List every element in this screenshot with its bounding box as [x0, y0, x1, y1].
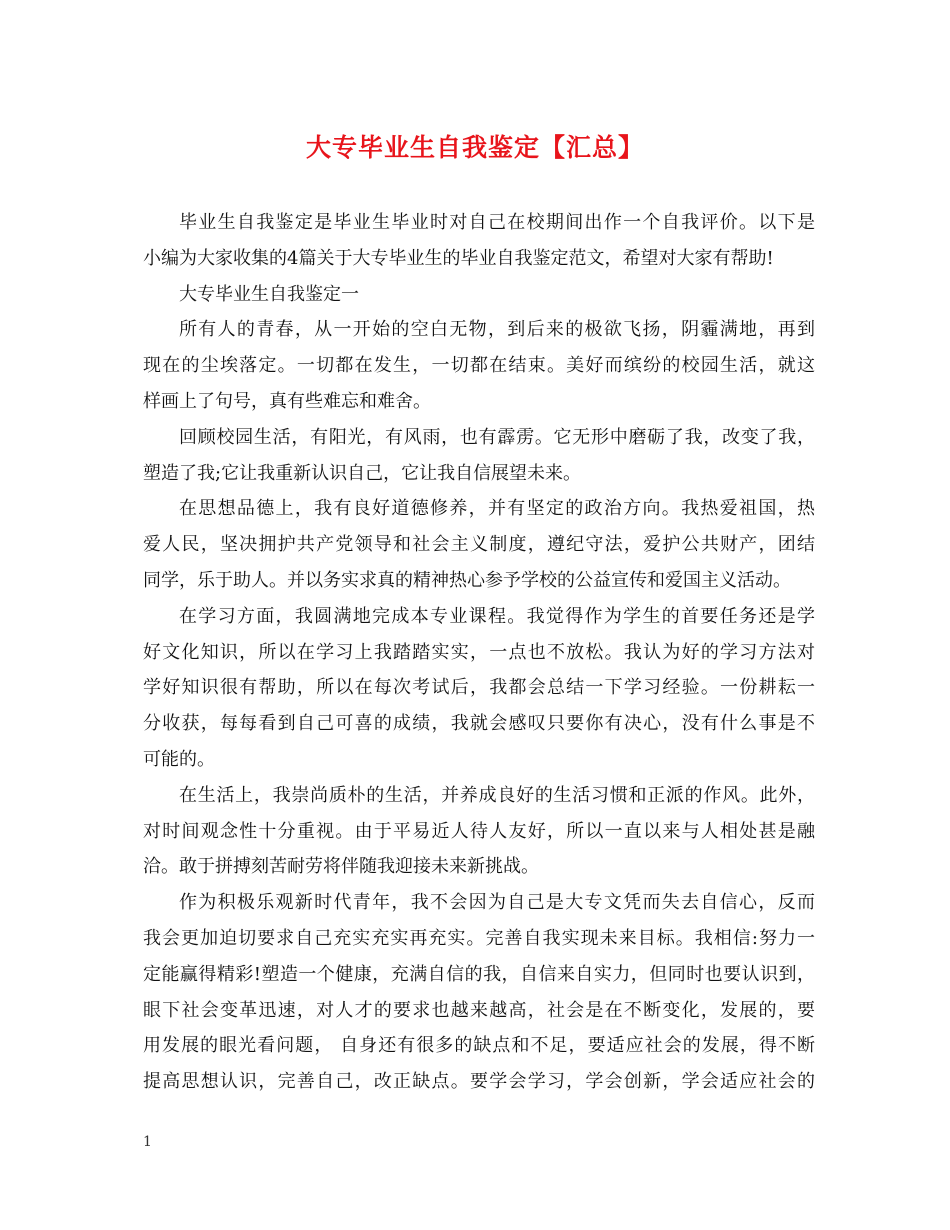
text-line: 好文化知识，所以在学习上我踏踏实实，一点也不放松。我认为好的学习方法对	[143, 641, 815, 663]
document-title: 大专毕业生自我鉴定【汇总】	[305, 133, 644, 162]
text-line: 爱人民，坚决拥护共产党领导和社会主义制度，遵纪守法，爱护公共财产，团结	[143, 534, 815, 556]
text-line: 用发展的眼光看问题， 自身还有很多的缺点和不足，要适应社会的发展，得不断	[143, 1035, 815, 1057]
text-line: 在思想品德上，我有良好道德修养，并有坚定的政治方向。我热爱祖国，热	[179, 498, 815, 520]
text-line: 塑造了我;它让我重新认识自己，它让我自信展望未来。	[143, 462, 582, 484]
text-line: 我会更加迫切要求自己充实充实再充实。完善自我实现未来目标。我相信:努力一	[143, 927, 815, 949]
text-line: 大专毕业生自我鉴定一	[179, 283, 359, 305]
text-line: 小编为大家收集的4篇关于大专毕业生的毕业自我鉴定范文，希望对大家有帮助!	[143, 247, 774, 269]
text-line: 样画上了句号，真有些难忘和难舍。	[143, 390, 431, 412]
text-line: 回顾校园生活，有阳光，有风雨，也有霹雳。它无形中磨砺了我，改变了我，	[179, 426, 815, 448]
text-line: 对时间观念性十分重视。由于平易近人待人友好，所以一直以来与人相处甚是融	[143, 820, 815, 842]
text-line: 毕业生自我鉴定是毕业生毕业时对自己在校期间出作一个自我评价。以下是	[179, 212, 815, 233]
text-line: 现在的尘埃落定。一切都在发生，一切都在结束。美好而缤纷的校园生活，就这	[143, 355, 815, 377]
page-number: 1	[143, 1134, 152, 1150]
text-line: 洽。敢于拼搏刻苦耐劳将伴随我迎接未来新挑战。	[143, 856, 539, 878]
text-line: 可能的。	[143, 748, 215, 770]
document-body	[143, 205, 815, 1100]
text-line: 提高思想认识，完善自己，改正缺点。要学会学习，学会创新，学会适应社会的	[143, 1071, 815, 1093]
text-line: 作为积极乐观新时代青年，我不会因为自己是大专文凭而失去自信心，反而	[179, 892, 815, 914]
text-line: 同学，乐于助人。并以务实求真的精神热心参予学校的公益宣传和爱国主义活动。	[143, 569, 791, 591]
text-line: 在学习方面，我圆满地完成本专业课程。我觉得作为学生的首要任务还是学	[179, 605, 815, 627]
text-line: 在生活上，我崇尚质朴的生活，并养成良好的生活习惯和正派的作风。此外，	[179, 784, 815, 806]
text-line: 分收获，每每看到自己可喜的成绩，我就会感叹只要你有决心，没有什么事是不	[143, 713, 815, 735]
text-line: 学好知识很有帮助，所以在每次考试后，我都会总结一下学习经验。一份耕耘一	[143, 677, 815, 699]
text-line: 眼下社会变革迅速，对人才的要求也越来越高，社会是在不断变化，发展的，要	[143, 999, 815, 1021]
text-line: 定能赢得精彩!塑造一个健康，充满自信的我，自信来自实力，但同时也要认识到，	[143, 963, 815, 985]
text-line: 所有人的青春，从一开始的空白无物，到后来的极欲飞扬，阴霾满地，再到	[179, 319, 815, 341]
